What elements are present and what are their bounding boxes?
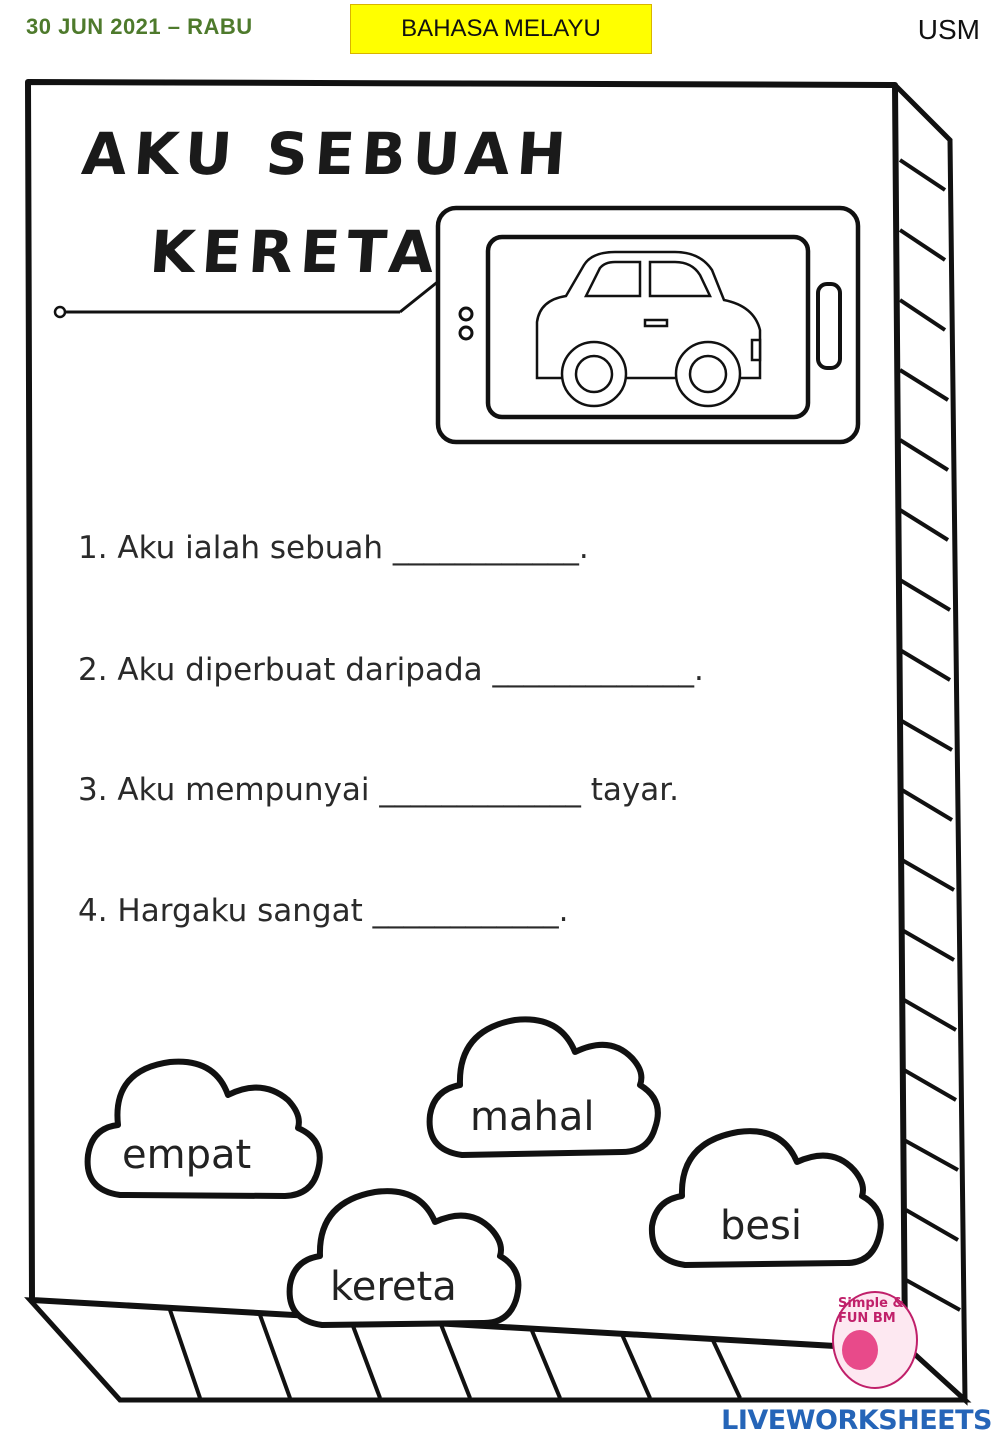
logo-text: Simple & FUN BM xyxy=(838,1296,904,1326)
school-label: USM xyxy=(917,14,980,45)
word-bank-item[interactable]: empat xyxy=(122,1132,252,1178)
header-date: 30 JUN 2021 – RABU xyxy=(26,14,253,39)
word-bank-item[interactable]: mahal xyxy=(470,1094,595,1140)
question-2: 2. Aku diperbuat daripada _____________. xyxy=(78,652,704,688)
worksheet-title-line1: AKU SEBUAH xyxy=(79,120,575,188)
question-1: 1. Aku ialah sebuah ____________. xyxy=(78,530,589,566)
question-4: 4. Hargaku sangat ____________. xyxy=(78,893,569,929)
word-bank-item[interactable]: besi xyxy=(720,1203,802,1249)
word-bank-item[interactable]: kereta xyxy=(330,1264,457,1310)
subject-label: BAHASA MELAYU xyxy=(350,4,652,54)
worksheet-title-line2: KERETA xyxy=(147,218,444,286)
question-3: 3. Aku mempunyai _____________ tayar. xyxy=(78,772,679,808)
liveworksheets-footer[interactable]: LIVEWORKSHEETS xyxy=(721,1405,992,1436)
